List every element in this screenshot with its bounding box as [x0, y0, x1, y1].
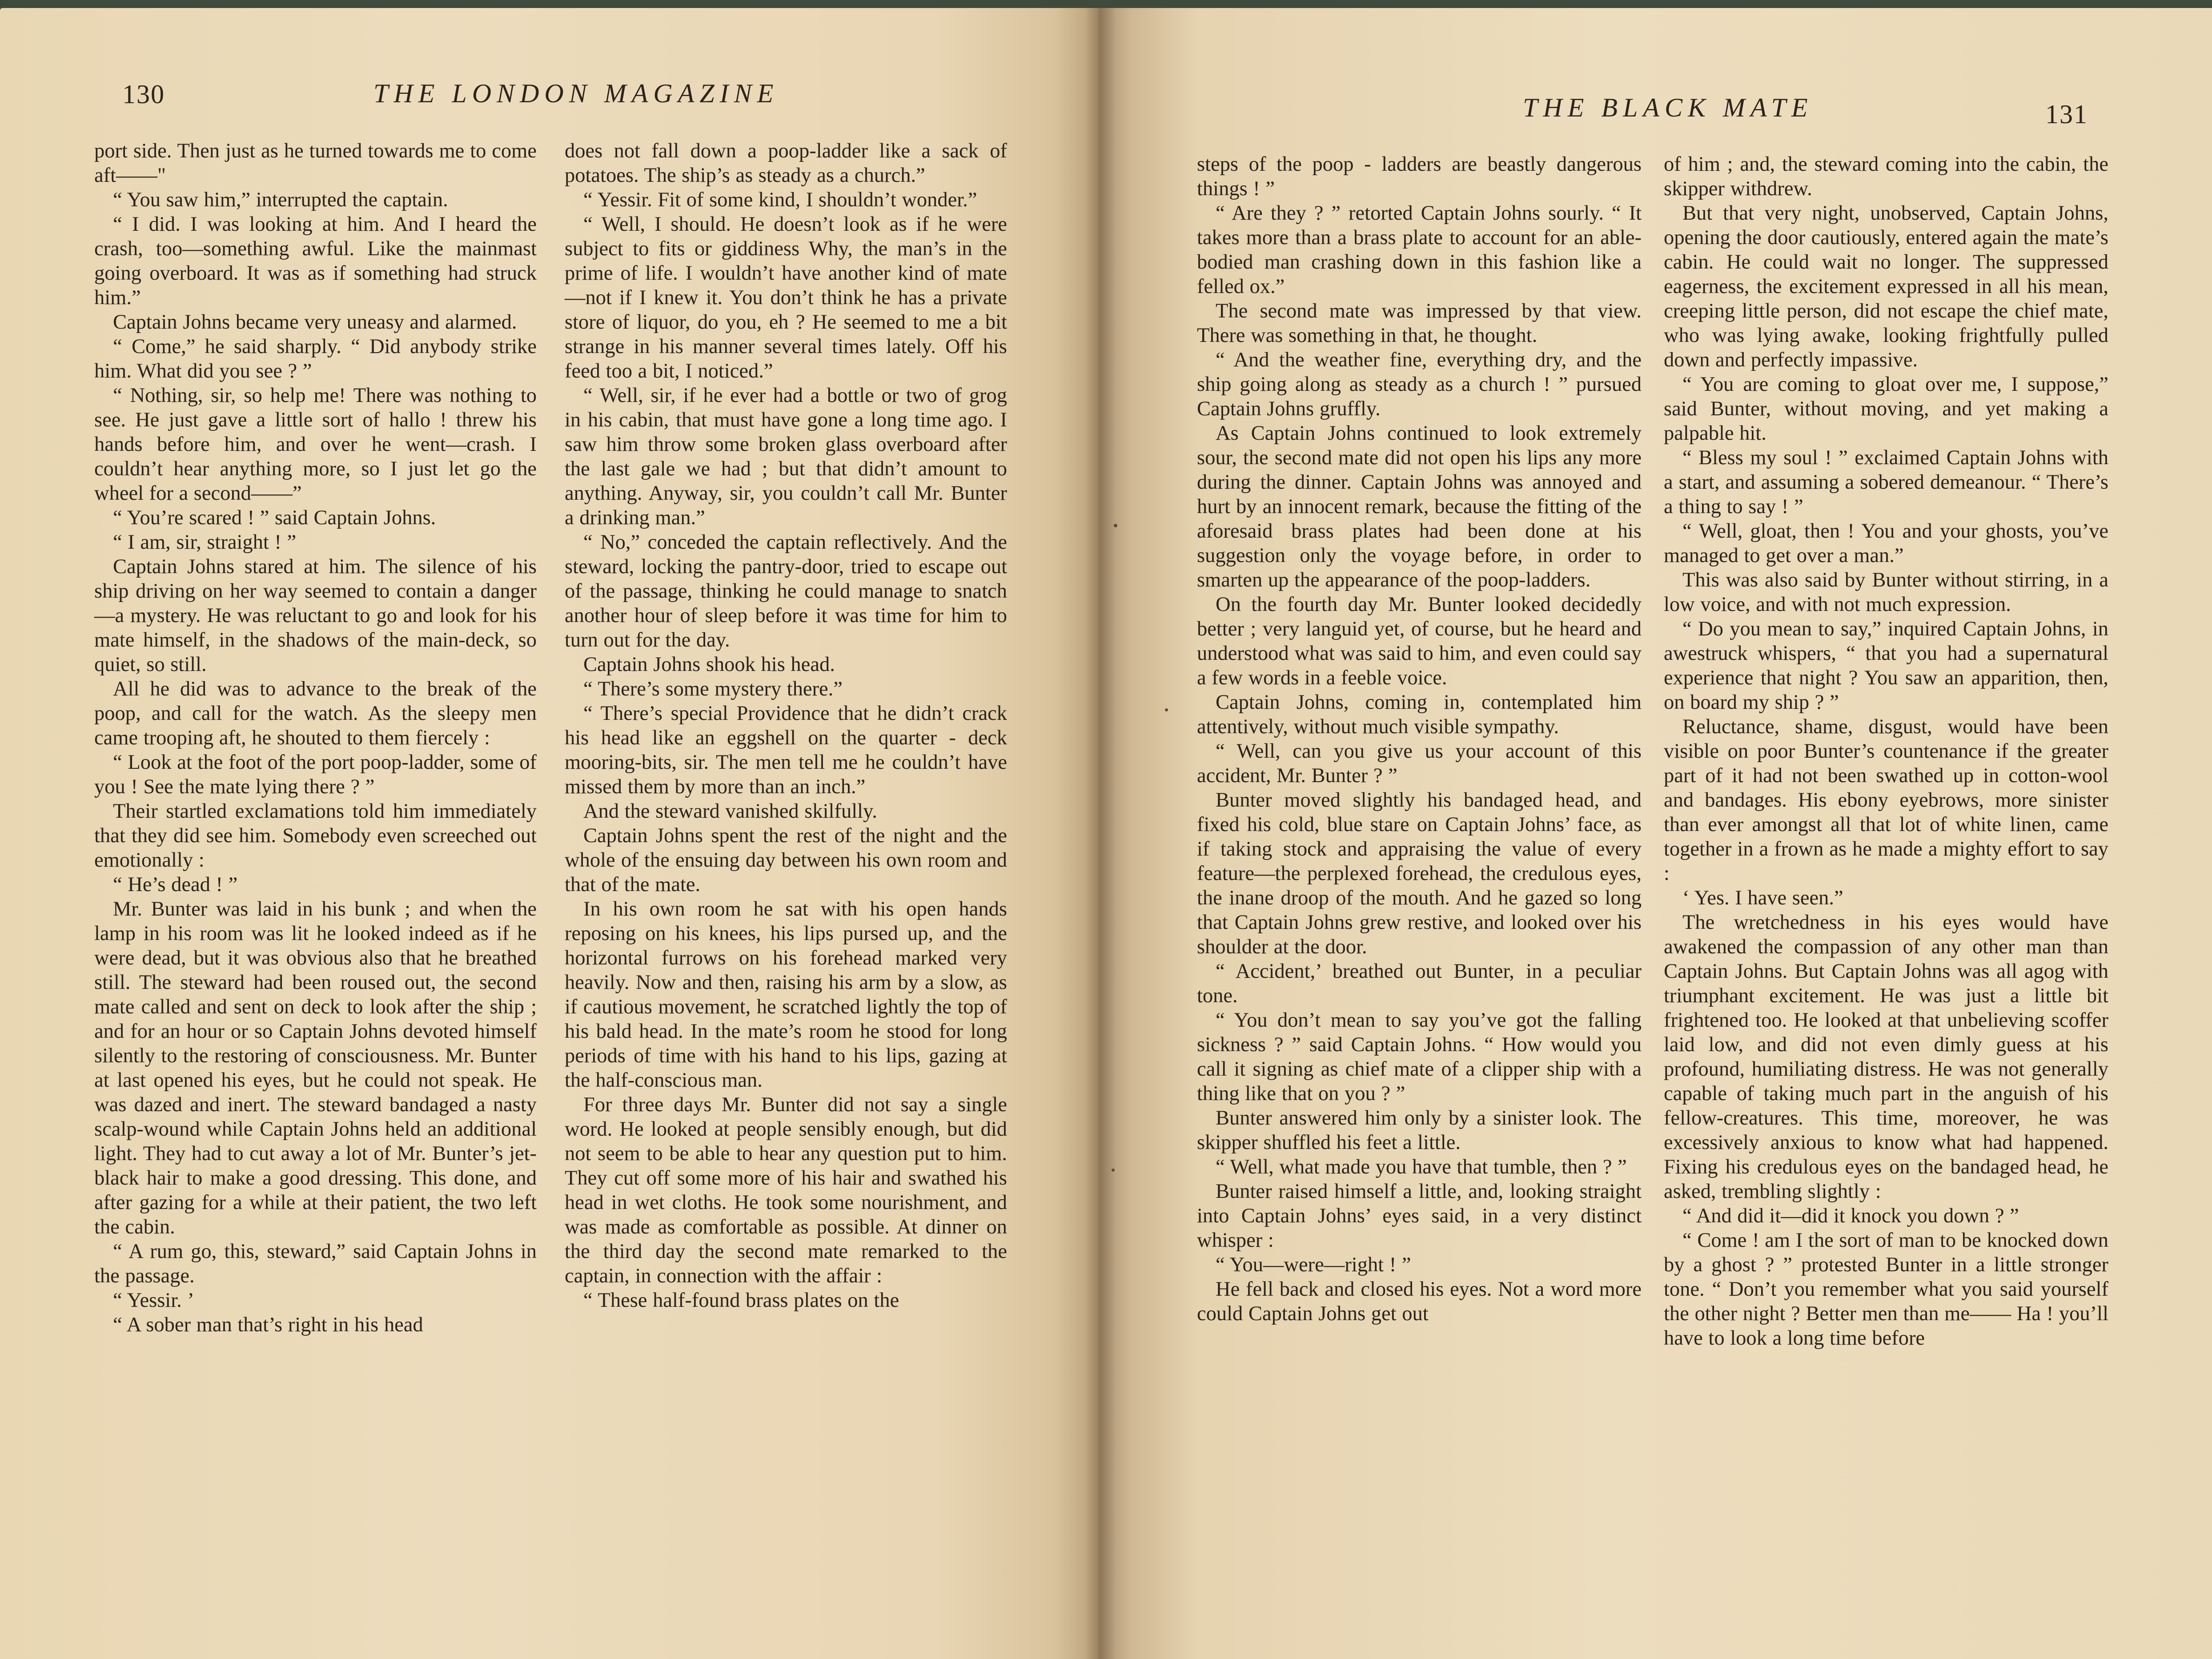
margin-speck — [1165, 708, 1168, 711]
paragraph: ‘ Yes. I have seen.” — [1682, 887, 1843, 909]
paragraph: “ Well, I should. He doesn’t look as if he were subject to fits or giddiness Why, the man’s in the prime of life. I wouldn’t have another kind of mate—not if I knew it. You don’t think he has a private store of liquor, do you, eh ? He seemed to me a bit strange in his manner several times lately. Off his feed too a bit, I noticed.” — [565, 213, 1007, 382]
right-page — [1098, 8, 2212, 1659]
left-page-column-1 — [94, 139, 537, 1337]
right-page-column-1 — [1197, 152, 1642, 1326]
left-page — [0, 8, 1098, 1659]
paragraph: steps of the poop - ladders are beastly dangerous things ! ” — [1197, 153, 1642, 200]
paragraph: This was also said by Bunter without stirring, in a low voice, and with not much expression. — [1664, 569, 2108, 616]
paragraph: “ Do you mean to say,” inquired Captain Johns, in awestruck whispers, “ that you had a supernatural experience that night ? You saw an apparition, then, on board my ship ? ” — [1664, 618, 2108, 714]
paragraph: “ Yessir. ’ — [113, 1289, 194, 1312]
paragraph: On the fourth day Mr. Bunter looked decidedly better ; very languid yet, of course, but he heard and understood what was said to him, and even could say a few words in a feeble voice. — [1197, 593, 1642, 689]
page-number-left: 130 — [122, 80, 165, 109]
paragraph: The second mate was impressed by that view. There was something in that, he thought. — [1197, 300, 1642, 347]
paragraph: Reluctance, shame, disgust, would have been visible on poor Bunter’s countenance if the greater part of it had not been swathed up in cotton-wool and bandages. His ebony eyebrows, more sinister than ever amongst all that lot of white linen, came together in a frown as he made a mighty effort to say : — [1664, 715, 2108, 885]
paragraph: “ You saw him,” interrupted the captain. — [113, 189, 448, 211]
paragraph: “ Nothing, sir, so help me! There was nothing to see. He just gave a little sort of hallo ! threw his hands before him, and over he went—crash. I couldn’t hear anything more, so I just let go the wheel for a second——” — [94, 384, 537, 505]
paragraph: He fell back and closed his eyes. Not a word more could Captain Johns get out — [1197, 1278, 1642, 1325]
paragraph: “ And the weather fine, everything dry, and the ship going along as steady as a church ! ” pursued Captain Johns gruffly. — [1197, 349, 1642, 420]
paragraph: Captain Johns, coming in, contemplated him attentively, without much visible sympathy. — [1197, 691, 1642, 738]
paragraph: “ You don’t mean to say you’ve got the falling sickness ? ” said Captain Johns. “ How would you call it signing as chief mate of a clipper ship with a thing like that on you ? ” — [1197, 1009, 1642, 1105]
paragraph: “ And did it—did it knock you down ? ” — [1682, 1205, 2019, 1227]
paragraph: Captain Johns shook his head. — [583, 653, 835, 676]
paragraph: Captain Johns stared at him. The silence of his ship driving on her way seemed to contain a danger—a mystery. He was reluctant to go and look for his mate himself, in the shadows of the main-deck, so quiet, so still. — [94, 555, 537, 676]
paragraph: does not fall down a poop-ladder like a sack of potatoes. The ship’s as steady as a church.” — [565, 140, 1007, 187]
paragraph: “ You are coming to gloat over me, I suppose,” said Bunter, without moving, and yet making a palpable hit. — [1664, 373, 2108, 445]
paragraph: “ Are they ? ” retorted Captain Johns sourly. “ It takes more than a brass plate to account for an able-bodied man crashing down in this fashion like a felled ox.” — [1197, 202, 1642, 298]
paragraph: “ A rum go, this, steward,” said Captain Johns in the passage. — [94, 1240, 537, 1287]
paragraph: Bunter moved slightly his bandaged head, and fixed his cold, blue stare on Captain Johns’ face, as if taking stock and appraising the value of every feature—the perplexed forehead, the credulous eyes, the inane droop of the mouth. And he gazed so long that Captain Johns grew restive, and looked over his shoulder at the door. — [1197, 789, 1642, 958]
paragraph: Mr. Bunter was laid in his bunk ; and when the lamp in his room was lit he looked indeed as if he were dead, but it was obvious also that he breathed still. The steward had been roused out, the second mate called and sent on deck to look after the ship ; and for an hour or so Captain Johns devoted himself silently to the restoring of consciousness. Mr. Bunter at last opened his eyes, but he could not speak. He was dazed and inert. The steward bandaged a nasty scalp-wound while Captain Johns held an additional light. They had to cut away a lot of Mr. Bunter’s jet-black hair to make a good dressing. This done, and after gazing for a while at their patient, the two left the cabin. — [94, 898, 537, 1238]
paragraph: “ He’s dead ! ” — [113, 873, 238, 896]
paragraph: As Captain Johns continued to look extremely sour, the second mate did not open his lips any more during the dinner. Captain Johns was annoyed and hurt by an innocent remark, because the fitting of the aforesaid brass plates had been done at his suggestion only the voyage before, in order to smarten up the appearance of the poop-ladders. — [1197, 422, 1642, 591]
paragraph: Bunter raised himself a little, and, looking straight into Captain Johns’ eyes said, in a very distinct whisper : — [1197, 1180, 1642, 1252]
paragraph: And the steward vanished skilfully. — [583, 800, 877, 823]
paragraph: “ Well, sir, if he ever had a bottle or two of grog in his cabin, that must have gone a long time ago. I saw him throw some broken glass overboard after the last gale we had ; but that didn’t amount to anything. Anyway, sir, you couldn’t call Mr. Bunter a drinking man.” — [565, 384, 1007, 529]
paragraph: “ Yessir. Fit of some kind, I shouldn’t wonder.” — [583, 189, 977, 211]
right-page-column-2 — [1664, 152, 2108, 1350]
paragraph: All he did was to advance to the break of the poop, and call for the watch. As the sleepy men came trooping aft, he shouted to them fiercely : — [94, 678, 537, 749]
paragraph: of him ; and, the steward coming into the cabin, the skipper withdrew. — [1664, 153, 2108, 200]
paragraph: “ There’s special Providence that he didn’t crack his head like an eggshell on the quarter - deck mooring-bits, sir. The men tell me he couldn’t have missed them by more than an inch.” — [565, 702, 1007, 798]
paragraph: “ These half-found brass plates on the — [583, 1289, 899, 1312]
paragraph: Their startled exclamations told him immediately that they did see him. Somebody even screeched out emotionally : — [94, 800, 537, 872]
paragraph: “ Well, gloat, then ! You and your ghosts, you’ve managed to get over a man.” — [1664, 520, 2108, 567]
left-page-column-2 — [565, 139, 1007, 1313]
paragraph: “ No,” conceded the captain reflectively. And the steward, locking the pantry-door, tried to escape out of the passage, thinking he could manage to snatch another hour of sleep before it was time for him to turn out for the day. — [565, 531, 1007, 651]
paragraph: port side. Then just as he turned towards me to come aft——" — [94, 140, 537, 187]
paragraph: “ I am, sir, straight ! ” — [113, 531, 297, 554]
paragraph: “ You’re scared ! ” said Captain Johns. — [113, 506, 436, 529]
paragraph: Bunter answered him only by a sinister look. The skipper shuffled his feet a little. — [1197, 1107, 1642, 1154]
paragraph: “ Come ! am I the sort of man to be knocked down by a ghost ? ” protested Bunter in a little stronger tone. “ Don’t you remember what you said yourself the other night ? Better men than me—— Ha ! you’ll have to look a long time before — [1664, 1229, 2108, 1350]
paragraph: But that very night, unobserved, Captain Johns, opening the door cautiously, entered again the mate’s cabin. He could wait no longer. The suppressed eagerness, the excitement expressed in all his mean, creeping little person, did not escape the chief mate, who was lying awake, looking frightfully pulled down and perfectly impassive. — [1664, 202, 2108, 371]
paragraph: “ Bless my soul ! ” exclaimed Captain Johns with a start, and assuming a sobered demeanour. “ There’s a thing to say ! ” — [1664, 446, 2108, 518]
paragraph: “ I did. I was looking at him. And I heard the crash, too—something awful. Like the mainmast going overboard. It was as if something had struck him.” — [94, 213, 537, 309]
paragraph: Captain Johns spent the rest of the night and the whole of the ensuing day between his own room and that of the mate. — [565, 824, 1007, 896]
paragraph: For three days Mr. Bunter did not say a single word. He looked at people sensibly enough, but did not seem to be able to hear any question put to him. They cut off some more of his hair and swathed his head in wet cloths. He took some nourishment, and was made as comfortable as possible. At dinner on the third day the second mate remarked to the captain, in connection with the affair : — [565, 1093, 1007, 1287]
paragraph: “ You—were—right ! ” — [1216, 1253, 1411, 1276]
paragraph: “ Look at the foot of the port poop-ladder, some of you ! See the mate lying there ? ” — [94, 751, 537, 798]
paragraph: “ A sober man that’s right in his head — [113, 1314, 423, 1336]
paragraph: The wretchedness in his eyes would have awakened the compassion of any other man than Captain Johns. But Captain Johns was all agog with triumphant excitement. He was just a little bit frightened too. He looked at that unbelieving scoffer laid low, and did not even dimly guess at his profound, humiliating distress. He was not generally capable of taking much part in the anguish of his fellow-creatures. This time, moreover, he was excessively anxious to know what had happened. Fixing his credulous eyes on the bandaged head, he asked, trembling slightly : — [1664, 911, 2108, 1203]
paragraph: “ Accident,’ breathed out Bunter, in a peculiar tone. — [1197, 960, 1642, 1007]
running-head-left: THE LONDON MAGAZINE — [373, 79, 779, 108]
paragraph: “ Well, what made you have that tumble, then ? ” — [1216, 1156, 1627, 1178]
paragraph: Captain Johns became very uneasy and alarmed. — [113, 311, 517, 333]
paragraph: “ Well, can you give us your account of this accident, Mr. Bunter ? ” — [1197, 740, 1642, 787]
book-gutter — [1085, 8, 1116, 1659]
paragraph: In his own room he sat with his open hands reposing on his knees, his lips pursed up, and the horizontal furrows on his forehead marked very heavily. Now and then, raising his arm by a slow, as if cautious movement, he scratched lightly the top of his bald head. In the mate’s room he stood for long periods of time with his hand to his lips, gazing at the half-conscious man. — [565, 898, 1007, 1092]
running-head-right: THE BLACK MATE — [1523, 93, 1813, 122]
page-number-right: 131 — [2045, 100, 2088, 129]
paragraph: “ Come,” he said sharply. “ Did anybody strike him. What did you see ? ” — [94, 335, 537, 382]
paragraph: “ There’s some mystery there.” — [583, 678, 843, 700]
